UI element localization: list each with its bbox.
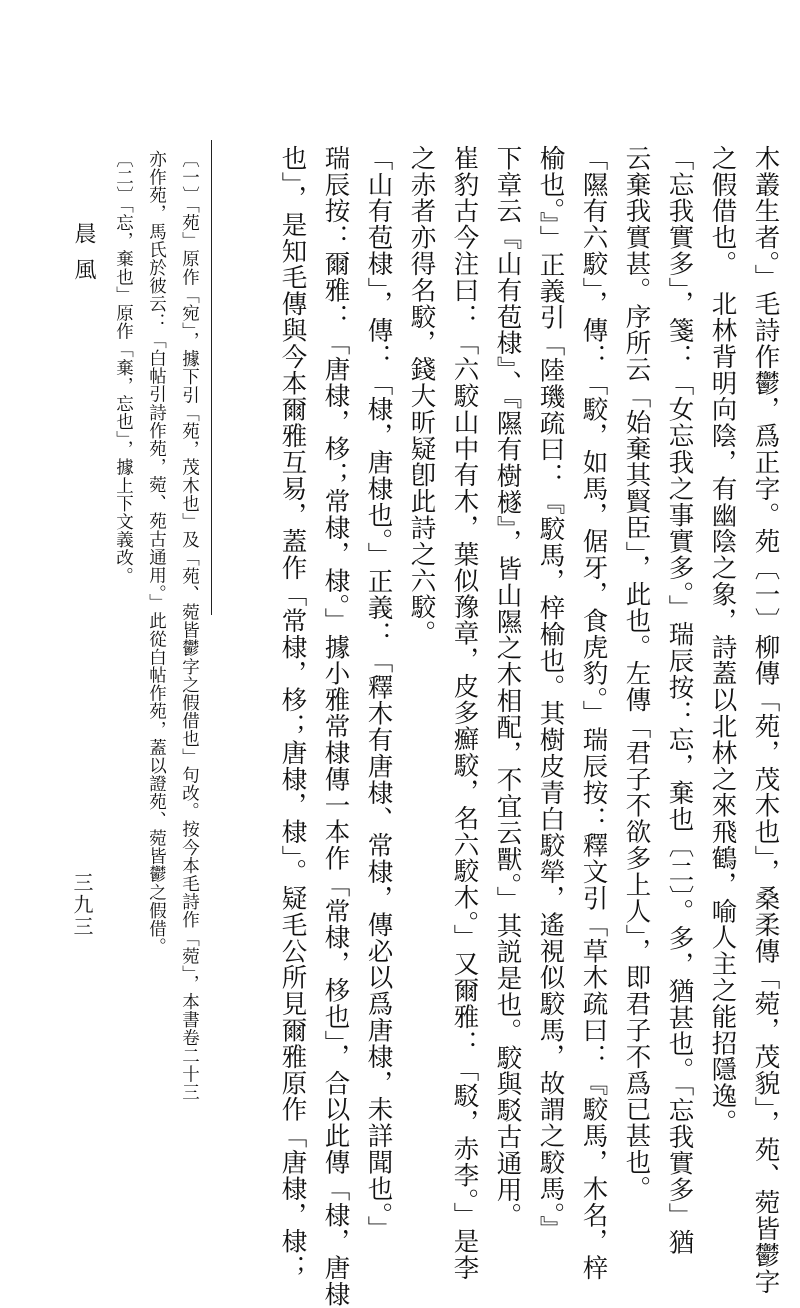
collation-note-column: 亦作苑，馬氏於彼云：「白帖引詩作苑，菀、苑古通用。」此從白帖作苑，蓋以證苑、菀皆鬱之假借。 (146, 150, 167, 956)
main-text-column: 榆也。』」正義引「陸璣疏曰：『駮馬，梓榆也。其樹皮青白駮犖，遙視似駮馬，故謂之駮馬。』 (535, 145, 566, 1242)
main-text-column: 「忘我實多」，箋：「女忘我之事實多。」瑞辰按：忘，棄也〔二〕。多，猶甚也。「忘我實多」猶 (664, 145, 695, 1256)
main-text-column: 下章云『山有苞棣』、『隰有樹檖』，皆山隰之木相配，不宜云獸。」其説是也。駮與駁古通用。 (492, 145, 523, 1230)
collation-note-column: 〔一〕「苑」原作「宛」，據下引「苑，茂木也」及「苑、菀皆鬱字之假借也」句改。按今本毛詩作「菀」，本書卷二十三 (179, 150, 200, 1102)
main-text-column: 「隰有六駮」，傳：「駮，如馬，倨牙，食虎豹。」瑞辰按：釋文引「草木疏曰：『駮馬，木名，梓 (578, 145, 609, 1282)
collation-note-column: 〔二〕「忘，棄也」原作「棄，忘也」，據上下文義改。 (113, 150, 134, 585)
main-text-column: 崔豹古今注曰：「六駮山中有木，葉似豫章，皮多癬駮，名六駮木。」又爾雅：「駁，赤李。」是李 (449, 145, 480, 1282)
main-text-column: 瑞辰按：爾雅：「唐棣，栘；常棣，棣。」據小雅常棣傳一本作「常棣，栘也」，合以此傳「棣，唐棣 (320, 145, 351, 1308)
main-text-column: 也」，是知毛傳與今本爾雅互易，蓋作「常棣，栘；唐棣，棣」。疑毛公所見爾雅原作「唐棣，棣； (277, 145, 308, 1282)
main-text-column: 云棄我實甚。序所云「始棄其賢臣」，此也。左傳「君子不欲多上人」，即君子不爲已甚也。 (621, 145, 652, 1202)
notes-divider (211, 140, 212, 615)
main-text-column: 「山有苞棣」，傳：「棣，唐棣也。」正義：「釋木有唐棣、常棣，傳必以爲唐棣，未詳聞也。」 (363, 145, 394, 1242)
page-number: 三九三 (70, 872, 94, 938)
main-text-column: 之赤者亦得名駮，錢大昕疑卽此詩之六駮。 (406, 145, 437, 647)
main-text-column: 木叢生者。」毛詩作鬱，爲正字。苑〔一〕柳傳「苑，茂木也」，桑柔傳「菀，茂貌」，苑、菀皆鬱字 (750, 145, 781, 1295)
running-head: 晨風 (71, 222, 96, 294)
main-text-column: 之假借也。 北林背明向陰，有幽陰之象，詩蓋以北林之來飛鶴，喻人主之能招隱逸。 (707, 145, 738, 1136)
